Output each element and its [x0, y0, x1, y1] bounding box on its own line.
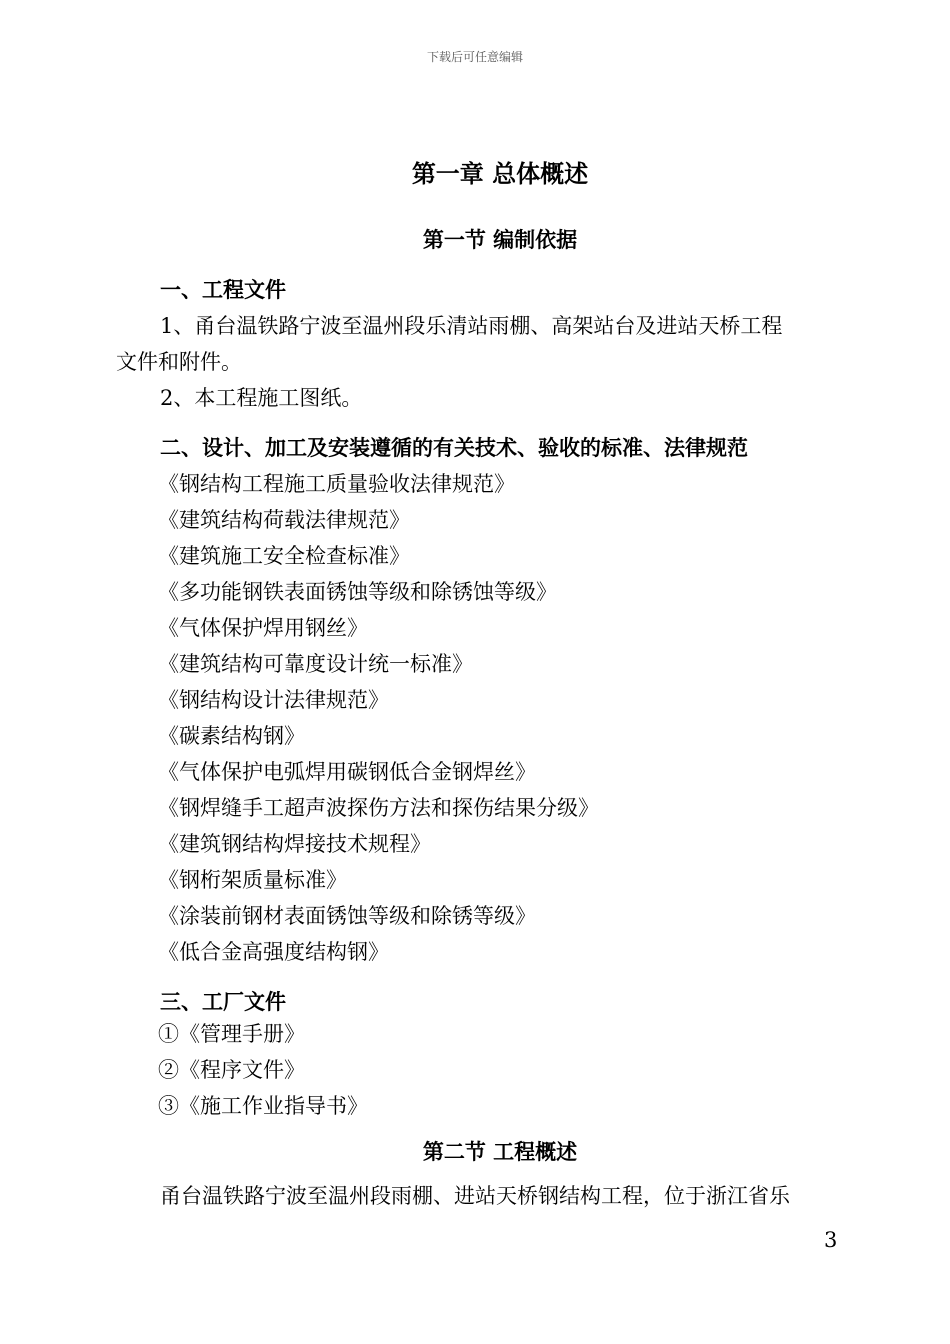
- list-item: ②《程序文件》: [158, 1058, 305, 1082]
- overview-paragraph-line-1: 甬台温铁路宁波至温州段雨棚、进站天桥钢结构工程，位于浙江省乐: [160, 1184, 790, 1208]
- list-item: ③《施工作业指导书》: [158, 1094, 368, 1118]
- page-header: 下载后可任意编辑: [426, 50, 523, 64]
- paragraph-1-line-2: 文件和附件。: [116, 350, 242, 374]
- standards-list: [158, 466, 599, 970]
- section-2-title: 第二节 工程概述: [422, 1140, 578, 1164]
- list-item: 《建筑施工安全检查标准》: [158, 544, 410, 568]
- heading-engineering-documents: 一、工程文件: [160, 278, 286, 302]
- factory-documents-list: [158, 1016, 368, 1124]
- section-1-title: 第一节 编制依据: [422, 228, 578, 252]
- list-item: ①《管理手册》: [158, 1022, 305, 1046]
- chapter-title: 第一章 总体概述: [411, 160, 589, 188]
- list-item: 《气体保护电弧焊用碳钢低合金钢焊丝》: [158, 760, 536, 784]
- paragraph-1-line-1: 1、甬台温铁路宁波至温州段乐清站雨棚、高架站台及进站天桥工程: [160, 314, 783, 338]
- list-item: 《碳素结构钢》: [158, 724, 305, 748]
- heading-factory-documents: 三、工厂文件: [160, 990, 286, 1014]
- paragraph-2: 2、本工程施工图纸。: [160, 386, 363, 410]
- list-item: 《涂装前钢材表面锈蚀等级和除锈等级》: [158, 904, 536, 928]
- list-item: 《钢焊缝手工超声波探伤方法和探伤结果分级》: [158, 796, 599, 820]
- list-item: 《多功能钢铁表面锈蚀等级和除锈蚀等级》: [158, 580, 557, 604]
- list-item: 《钢桁架质量标准》: [158, 868, 347, 892]
- heading-standards: 二、设计、加工及安装遵循的有关技术、验收的标准、法律规范: [160, 436, 748, 460]
- list-item: 《建筑结构荷载法律规范》: [158, 508, 410, 532]
- list-item: 《气体保护焊用钢丝》: [158, 616, 368, 640]
- list-item: 《建筑结构可靠度设计统一标准》: [158, 652, 473, 676]
- list-item: 《钢结构设计法律规范》: [158, 688, 389, 712]
- list-item: 《建筑钢结构焊接技术规程》: [158, 832, 431, 856]
- page-number: 3: [824, 1228, 838, 1252]
- list-item: 《钢结构工程施工质量验收法律规范》: [158, 472, 515, 496]
- list-item: 《低合金高强度结构钢》: [158, 940, 389, 964]
